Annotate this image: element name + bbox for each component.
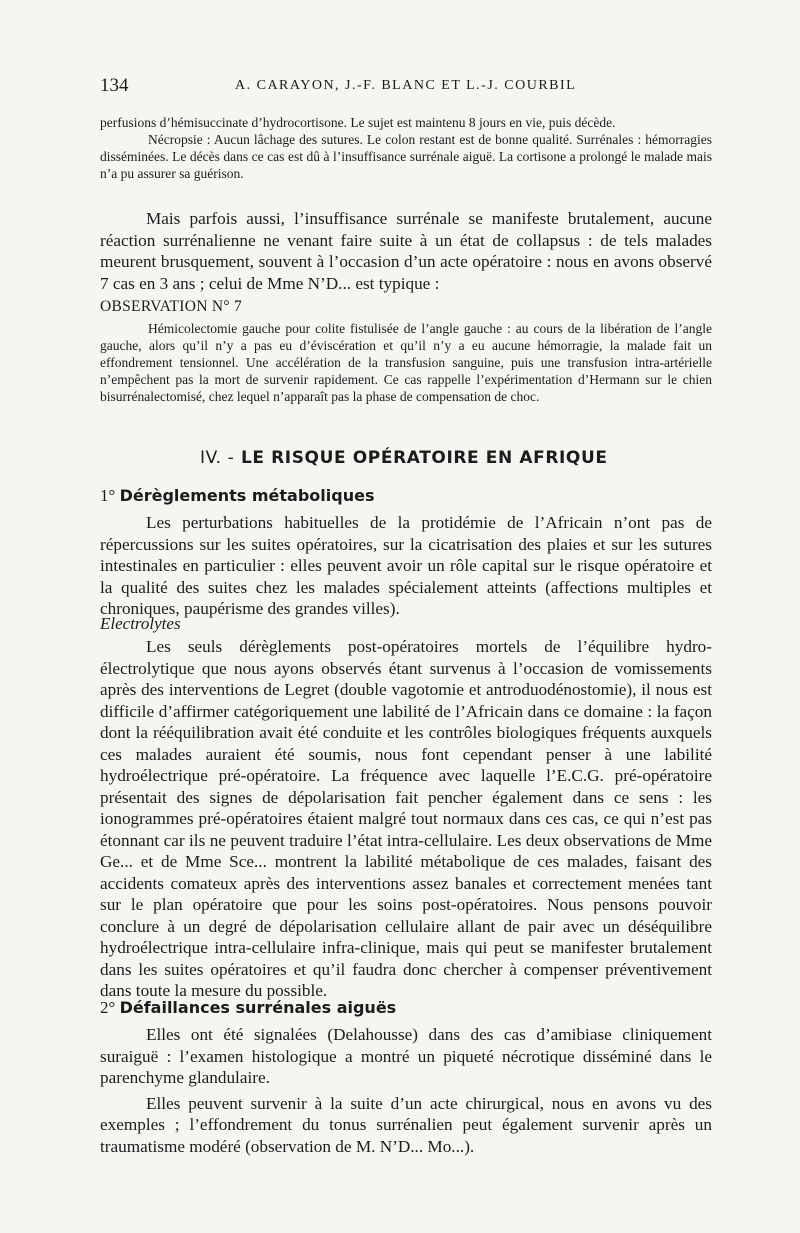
subsection-1-heading: [100, 486, 374, 506]
subsection-2-title: Défaillances surrénales aiguës: [119, 998, 397, 1017]
subsection-1-number: 1°: [100, 486, 116, 505]
subsection-1-body: [100, 512, 712, 620]
case-conclusion: [100, 114, 712, 182]
section-heading: [200, 448, 608, 468]
metabolic-paragraph: Les perturbations habituelles de la protidémie de l’Africain n’ont pas de répercussions sur les suites opératoires, sur la cicatrisation des plaies et sur les sutures intestinales en particulier : elles peuvent avoir un rôle capital sur le risque opératoire et la qualité des suites chez les malades spécialement atteints (affections multiples et chroniques, paupérisme des grandes villes).: [100, 513, 712, 618]
intro-paragraph: Mais parfois aussi, l’insuffisance surrénale se manifeste brutalement, aucune réaction surrénalienne ne venant faire suite à un état de collapsus : de tels malades meurent brusquement, souvent à l’occasion d’un acte opératoire : nous en avons observé 7 cas en 3 ans ; celui de Mme N’D... est typique :: [100, 209, 712, 293]
case-text-2: Nécropsie : Aucun lâchage des sutures. Le colon restant est de bonne qualité. Surrénales : hémorragies disséminées. Le décès dans ce cas est dû à l’insuffisance surrénale aiguë. La cortisone a prolongé le malade mais n’a pu assurer sa guérison.: [100, 132, 712, 181]
electrolytes-heading: Electrolytes: [100, 614, 181, 633]
subsection-2-body: [100, 1024, 712, 1157]
case-text-1: perfusions d’hémisuccinate d’hydrocortisone. Le sujet est maintenu 8 jours en vie, puis décède.: [100, 115, 616, 130]
page-number: 134: [100, 75, 129, 96]
adrenal-paragraph-1: Elles ont été signalées (Delahousse) dans des cas d’amibiase cliniquement suraiguë : l’examen histologique a montré un piqueté nécrotique disséminé dans le parenchyme glandulaire.: [100, 1025, 712, 1087]
section-title: LE RISQUE OPÉRATOIRE EN AFRIQUE: [240, 448, 608, 468]
subsection-2-number: 2°: [100, 998, 116, 1017]
electrolytes-paragraph: Les seuls dérèglements post-opératoires mortels de l’équilibre hydro-électrolytique que nous ayons observés étant survenus à l’occasion de vomissements après des interventions de Legret (double vagotomie et antroduodénostomie), il nous est difficile d’affirmer catégoriquement une labilité de l’Africain dans ce domaine : la façon dont la rééquilibration avait été conduite et les contrôles biologiques fréquents auxquels ces malades auraient été soumis, nous font cependant penser à une labilité hydroélectrique pré-opératoire. La fréquence avec laquelle l’E.C.G. pré-opératoire présentait des signes de dépolarisation fait pencher également dans ce sens : les ionogrammes pré-opératoires étaient malgré tout normaux dans ces cas, ce qui n’est pas étonnant car ils ne peuvent traduire l’état intra-cellulaire. Les deux observations de Mme Ge... et de Mme Sce... montrent la labilité métabolique de ces malades, faisant des accidents comateux après des interventions assez banales et correctement menées tant sur le plan opératoire que pour les soins post-opératoires. Nous pensons pouvoir conclure à un degré de dépolarisation cellulaire allant de pair avec un déséquilibre hydroélectrique intra-cellulaire infra-clinique, mais qui peut se manifester brutalement dans les suites opératoires et qu’il faudra donc chercher à compenser préventivement dans toute la mesure du possible.: [100, 637, 712, 1000]
adrenal-paragraph-2: Elles peuvent survenir à la suite d’un acte chirurgical, nous en avons vu des exemples ; l’effondrement du tonus surrénalien peut également survenir après un traumatisme modéré (observation de M. N’D... Mo...).: [100, 1093, 712, 1156]
observation-block: [100, 298, 712, 405]
section-number: IV. -: [200, 448, 235, 468]
intro-block: [100, 208, 712, 294]
electrolytes-body: [100, 636, 712, 1002]
observation-title: OBSERVATION N° 7: [100, 298, 243, 315]
observation-text: Hémicolectomie gauche pour colite fistulisée de l’angle gauche : au cours de la libération de l’angle gauche, alors qu’il n’y a pas eu d’éviscération et qu’il n’y a eu aucune hémorragie, la malade fait un effondrement tensionnel. Une accélération de la transfusion sanguine, puis une transfusion intra-artérielle n’empêchent pas la mort de survenir rapidement. Ce cas rappelle l’expérimentation d’Hermann sur le chien bisurrénalectomisé, chez lequel n’apparaît pas la phase de compensation de choc.: [100, 321, 712, 404]
running-authors: A. CARAYON, J.-F. BLANC ET L.-J. COURBIL: [235, 78, 577, 93]
subsection-2-heading: [100, 998, 396, 1018]
subsection-1-title: Dérèglements métaboliques: [119, 486, 375, 505]
